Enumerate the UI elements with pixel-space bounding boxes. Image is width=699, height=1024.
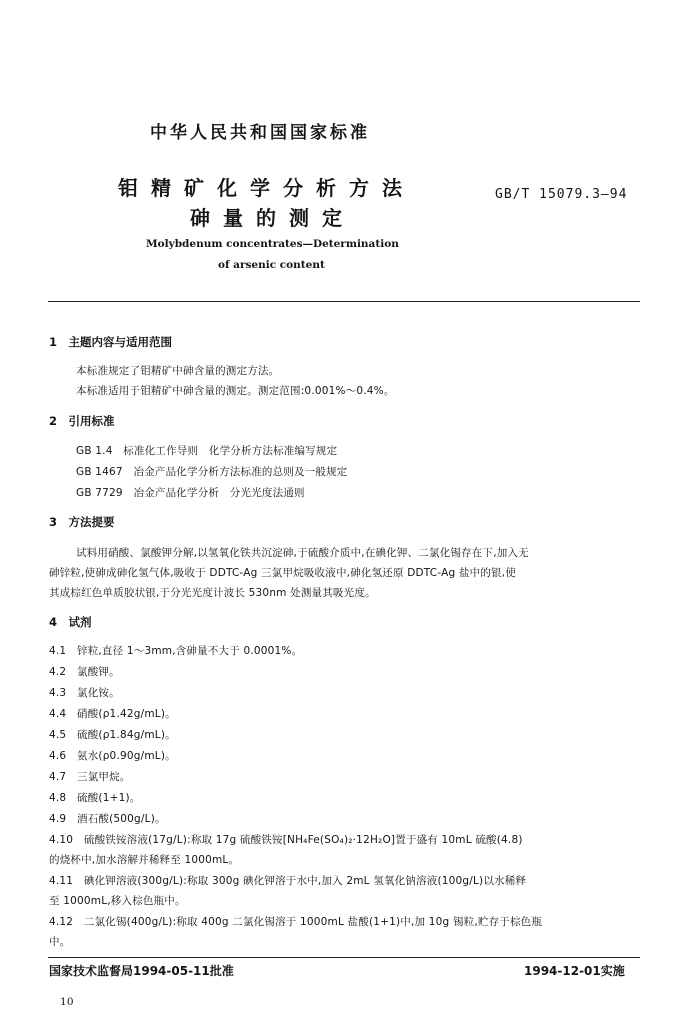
- method-summary-line: 砷锌粒,使砷成砷化氢气体,吸收于 DDTC-Ag 三氯甲烷吸收液中,砷化氢还原 DDTC-Ag 盐中的银,使: [49, 567, 516, 579]
- reagent-item: 4.10 硫酸铁铵溶液(17g/L):称取 17g 硫酸铁铵[NH₄Fe(SO₄)₂·12H₂O]置于盛有 10mL 硫酸(4.8): [49, 834, 523, 846]
- reagent-item: 4.12 二氯化锡(400g/L):称取 400g 二氯化锡溶于 1000mL 盐酸(1+1)中,加 10g 锡粒,贮存于棕色瓶: [49, 916, 543, 928]
- page-number: 10: [60, 996, 74, 1008]
- reference-item: GB 1.4 标准化工作导则 化学分析方法标准编写规定: [76, 445, 338, 457]
- english-title-line-1: Molybdenum concentrates—Determination: [146, 238, 399, 250]
- document-subtitle: 砷量的测定: [190, 206, 355, 230]
- reagent-item-continuation: 至 1000mL,移入棕色瓶中。: [49, 895, 186, 907]
- header-divider: [48, 301, 640, 302]
- section-4-heading: 4 试剂: [49, 615, 92, 629]
- reagent-item: 4.9 酒石酸(500g/L)。: [49, 813, 166, 825]
- reagent-item: 4.8 硫酸(1+1)。: [49, 792, 141, 804]
- approval-date: 国家技术监督局1994-05-11批准: [49, 964, 234, 978]
- reagent-item: 4.4 硝酸(ρ1.42g/mL)。: [49, 708, 176, 720]
- reagent-item: 4.1 锌粒,直径 1～3mm,含砷量不大于 0.0001%。: [49, 645, 303, 657]
- reagent-item-continuation: 的烧杯中,加水溶解并稀释至 1000mL。: [49, 854, 240, 866]
- section-1-paragraph: 本标准适用于钼精矿中砷含量的测定。测定范围:0.001%～0.4%。: [76, 385, 395, 397]
- section-3-heading: 3 方法提要: [49, 515, 115, 529]
- section-2-heading: 2 引用标准: [49, 414, 115, 428]
- reagent-item: 4.7 三氯甲烷。: [49, 771, 131, 783]
- section-1-paragraph: 本标准规定了钼精矿中砷含量的测定方法。: [76, 365, 280, 377]
- reagent-item: 4.5 硫酸(ρ1.84g/mL)。: [49, 729, 176, 741]
- issuing-organization: 中华人民共和国国家标准: [150, 123, 370, 143]
- reference-item: GB 1467 冶金产品化学分析方法标准的总则及一般规定: [76, 466, 348, 478]
- reference-item: GB 7729 冶金产品化学分析 分光光度法通则: [76, 487, 305, 499]
- english-title-line-2: of arsenic content: [218, 259, 325, 271]
- reagent-item: 4.2 氯酸钾。: [49, 666, 120, 678]
- reagent-item-continuation: 中。: [49, 936, 71, 948]
- standard-code: GB/T 15079.3—94: [495, 187, 628, 202]
- reagent-item: 4.6 氨水(ρ0.90g/mL)。: [49, 750, 176, 762]
- implementation-date: 1994-12-01实施: [524, 964, 625, 978]
- footer-divider: [48, 957, 640, 958]
- section-1-heading: 1 主题内容与适用范围: [49, 335, 173, 349]
- method-summary-line: 试料用硝酸、氯酸钾分解,以氢氧化铁共沉淀砷,于硫酸介质中,在碘化钾、二氯化锡存在下,加入无: [76, 547, 529, 559]
- document-title: 钼精矿化学分析方法: [118, 176, 415, 200]
- method-summary-line: 其成棕红色单质胶状银,于分光光度计波长 530nm 处测量其吸光度。: [49, 587, 376, 599]
- reagent-item: 4.3 氯化铵。: [49, 687, 120, 699]
- reagent-item: 4.11 碘化钾溶液(300g/L):称取 300g 碘化钾溶于水中,加入 2mL 氢氧化钠溶液(100g/L)以水稀释: [49, 875, 527, 887]
